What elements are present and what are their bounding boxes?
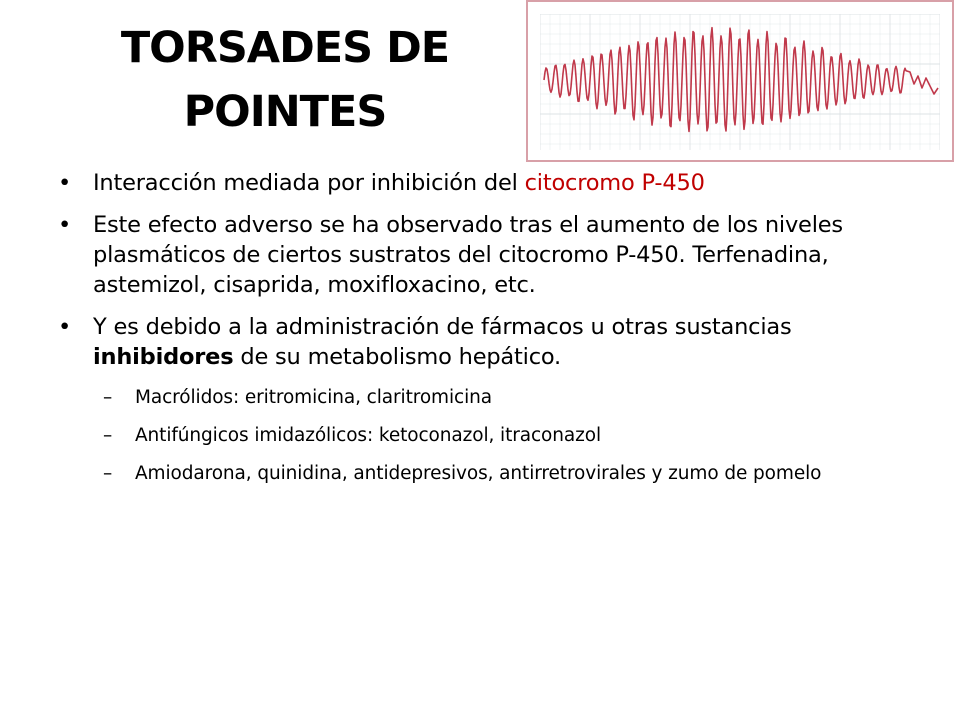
bullet-dot: • (58, 314, 72, 340)
slide-title (70, 16, 500, 144)
sub-bullet-2-text: Antifúngicos imidazólicos: ketoconazol, itraconazol (135, 425, 602, 446)
ecg-torsades-strip-icon (540, 14, 940, 150)
bullet-3-post: de su metabolismo hepático. (233, 344, 561, 370)
sub-bullet-dash: – (103, 463, 113, 484)
title-line-1: TORSADES DE (120, 23, 450, 73)
sub-bullet-3 (58, 461, 928, 486)
title-line-2: POINTES (183, 87, 387, 137)
sub-bullet-1-text: Macrólidos: eritromicina, claritromicina (135, 387, 492, 408)
bullet-3 (58, 312, 928, 372)
bullet-3-bold: inhibidores (93, 344, 234, 370)
bullet-1 (58, 168, 928, 198)
bullet-dot: • (58, 212, 72, 238)
ecg-image (526, 0, 954, 162)
bullet-2-text: Este efecto adverso se ha observado tras el aumento de los niveles plasmáticos de ciertos sustratos del citocromo P-450. Terfenadina, astemizol, cisaprida, moxifloxacino, etc. (93, 212, 843, 298)
sub-bullet-dash: – (103, 425, 113, 446)
bullet-3-pre: Y es debido a la administración de fármacos u otras sustancias (93, 314, 792, 340)
bullet-dot: • (58, 170, 72, 196)
slide-body (58, 168, 928, 486)
sub-bullet-3-text: Amiodarona, quinidina, antidepresivos, antirretrovirales y zumo de pomelo (135, 463, 822, 484)
sub-bullet-dash: – (103, 387, 113, 408)
bullet-2 (58, 210, 928, 300)
bullet-1-highlight: citocromo P-450 (524, 170, 705, 196)
sub-bullet-2 (58, 423, 928, 448)
bullet-1-text: Interacción mediada por inhibición del (93, 170, 525, 196)
sub-bullet-1 (58, 385, 928, 410)
